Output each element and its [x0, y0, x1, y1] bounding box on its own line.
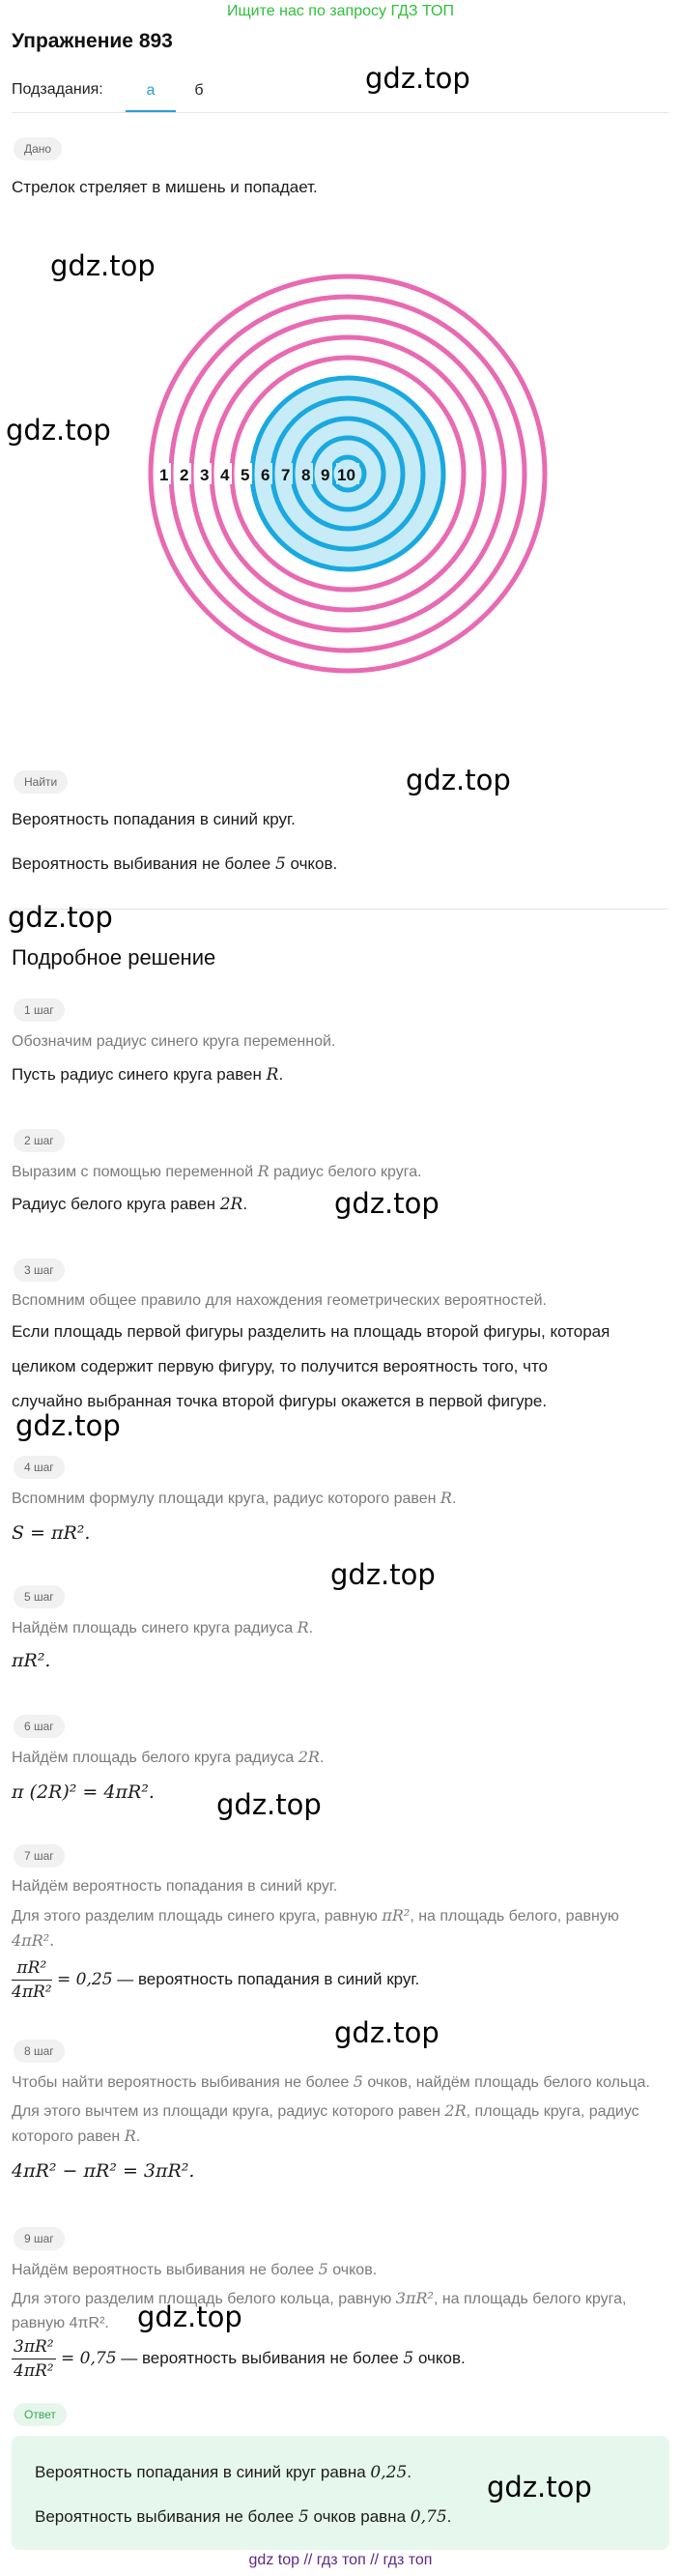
step-9-note-3: равную 4πR².	[12, 2315, 109, 2331]
ring-label-3: 3	[200, 466, 210, 484]
step-9-fraction: $\frac{\text{3πR²}}{\text{4πR²}}$	[14, 2337, 54, 2381]
step-9-note-2: Для этого разделим площадь белого кольца, равную 3πR², на площадь белого круга,	[12, 2289, 627, 2307]
step-2-text: Радиус белого круга равен 2R.	[12, 1195, 248, 1214]
step-7-result: $\frac{\text{πR²}}{\text{4πR²}}$ = 0,25 — вероятность попадания в синий круг.	[12, 1958, 420, 2002]
step-1-note: Обозначим радиус синего круга переменной.	[12, 1033, 336, 1050]
step-7-note-2: Для этого разделим площадь синего круга, равную πR², на площадь белого, равную	[12, 1906, 619, 1925]
step-8-note-2: Для этого вычтем из площади круга, радиус которого равен 2R, площадь круга, радиус	[12, 2101, 639, 2120]
footer-links[interactable]: gdz top // гдз топ // гдз топ	[248, 2552, 433, 2568]
tab-b[interactable]: б	[194, 82, 204, 99]
divider	[12, 112, 668, 113]
step-5-badge: 5 шаг	[14, 1585, 65, 1608]
given-text: Стрелок стреляет в мишень и попадает.	[12, 178, 318, 196]
step-3-note: Вспомним общее правило для нахождения геометрических вероятностей.	[12, 1292, 547, 1309]
step-8-note: Чтобы найти вероятность выбивания не более 5 очков, найдём площадь белого кольца.	[12, 2072, 650, 2091]
ring-label-9: 9	[321, 466, 330, 484]
step-8-formula: 4πR² − πR² = 3πR².	[12, 2160, 195, 2182]
step-2-badge: 2 шаг	[14, 1129, 65, 1152]
step-6-badge: 6 шаг	[14, 1715, 65, 1738]
page-title: Упражнение 893	[12, 30, 173, 52]
watermark: gdz.top	[6, 414, 111, 447]
step-1-badge: 1 шаг	[14, 999, 65, 1022]
step-9-result: $\frac{\text{3πR²}}{\text{4πR²}}$ = 0,75 — вероятность выбивания не более 5 очков.	[14, 2337, 466, 2381]
watermark: gdz.top	[50, 249, 156, 282]
given-badge: Дано	[14, 137, 62, 160]
step-9-badge: 9 шаг	[14, 2227, 65, 2250]
ring-label-1: 1	[159, 466, 169, 484]
step-8-note-3: которого равен R.	[12, 2127, 141, 2145]
watermark: gdz.top	[8, 901, 113, 934]
ring-label-5: 5	[241, 466, 250, 484]
watermark: gdz.top	[365, 62, 470, 95]
step-7-fraction: $\frac{\text{πR²}}{\text{4πR²}}$	[12, 1958, 52, 2002]
step-4-badge: 4 шаг	[14, 1456, 65, 1479]
watermark: gdz.top	[406, 764, 511, 796]
step-4-note: Вспомним формулу площади круга, радиус которого равен R.	[12, 1489, 457, 1507]
watermark: gdz.top	[216, 1788, 322, 1821]
step-9-note: Найдём вероятность выбивания не более 5 очков.	[12, 2260, 378, 2278]
watermark: gdz.top	[334, 2016, 440, 2049]
find-line-2: Вероятность выбивания не более 5 очков.	[12, 854, 338, 874]
tab-a[interactable]: а	[146, 82, 156, 99]
step-3-badge: 3 шаг	[14, 1259, 65, 1282]
step-6-formula: π (2R)² = 4πR².	[12, 1781, 155, 1803]
step-3-line-1: Если площадь первой фигуры разделить на площадь второй фигуры, которая	[12, 1322, 610, 1341]
step-1-text: Пусть радиус синего круга равен R.	[12, 1065, 284, 1085]
watermark: gdz.top	[330, 1558, 436, 1591]
answer-line-1: Вероятность попадания в синий круг равна 0,25.	[35, 2463, 411, 2482]
ring-label-8: 8	[301, 466, 311, 484]
find-badge: Найти	[14, 770, 68, 794]
ring-label-4: 4	[220, 466, 230, 484]
step-6-note: Найдём площадь белого круга радиуса 2R.	[12, 1748, 325, 1766]
answer-badge: Ответ	[14, 2403, 67, 2426]
step-3-line-2: целиком содержит первую фигуру, то получится вероятность того, что	[12, 1357, 549, 1375]
find-line-1: Вероятность попадания в синий круг.	[12, 810, 296, 828]
top-banner[interactable]: Ищите нас по запросу ГДЗ ТОП	[227, 3, 454, 19]
step-2-note: Выразим с помощью переменной R радиус белого круга.	[12, 1162, 422, 1180]
step-7-badge: 7 шаг	[14, 1844, 65, 1867]
ring-label-6: 6	[261, 466, 270, 484]
watermark: gdz.top	[137, 2301, 242, 2333]
watermark: gdz.top	[334, 1187, 440, 1220]
step-5-note: Найдём площадь синего круга радиуса R.	[12, 1618, 314, 1636]
solution-title: Подробное решение	[12, 945, 216, 970]
ring-label-2: 2	[180, 466, 189, 484]
target-image	[145, 271, 551, 677]
step-7-note: Найдём вероятность попадания в синий круг.	[12, 1878, 338, 1895]
ring-label-10: 10	[337, 466, 355, 484]
ring-label-7: 7	[281, 466, 291, 484]
step-5-formula: πR².	[12, 1650, 51, 1671]
subtasks-label: Подзадания:	[12, 81, 103, 98]
step-8-badge: 8 шаг	[14, 2040, 65, 2063]
answer-line-2: Вероятность выбивания не более 5 очков равна 0,75.	[35, 2507, 452, 2527]
watermark: gdz.top	[487, 2471, 592, 2504]
step-7-note-3: 4πR².	[12, 1931, 55, 1950]
step-3-line-3: случайно выбранная точка второй фигуры окажется в первой фигуре.	[12, 1392, 548, 1410]
watermark: gdz.top	[15, 1409, 121, 1442]
step-4-formula: S = πR².	[12, 1522, 91, 1544]
